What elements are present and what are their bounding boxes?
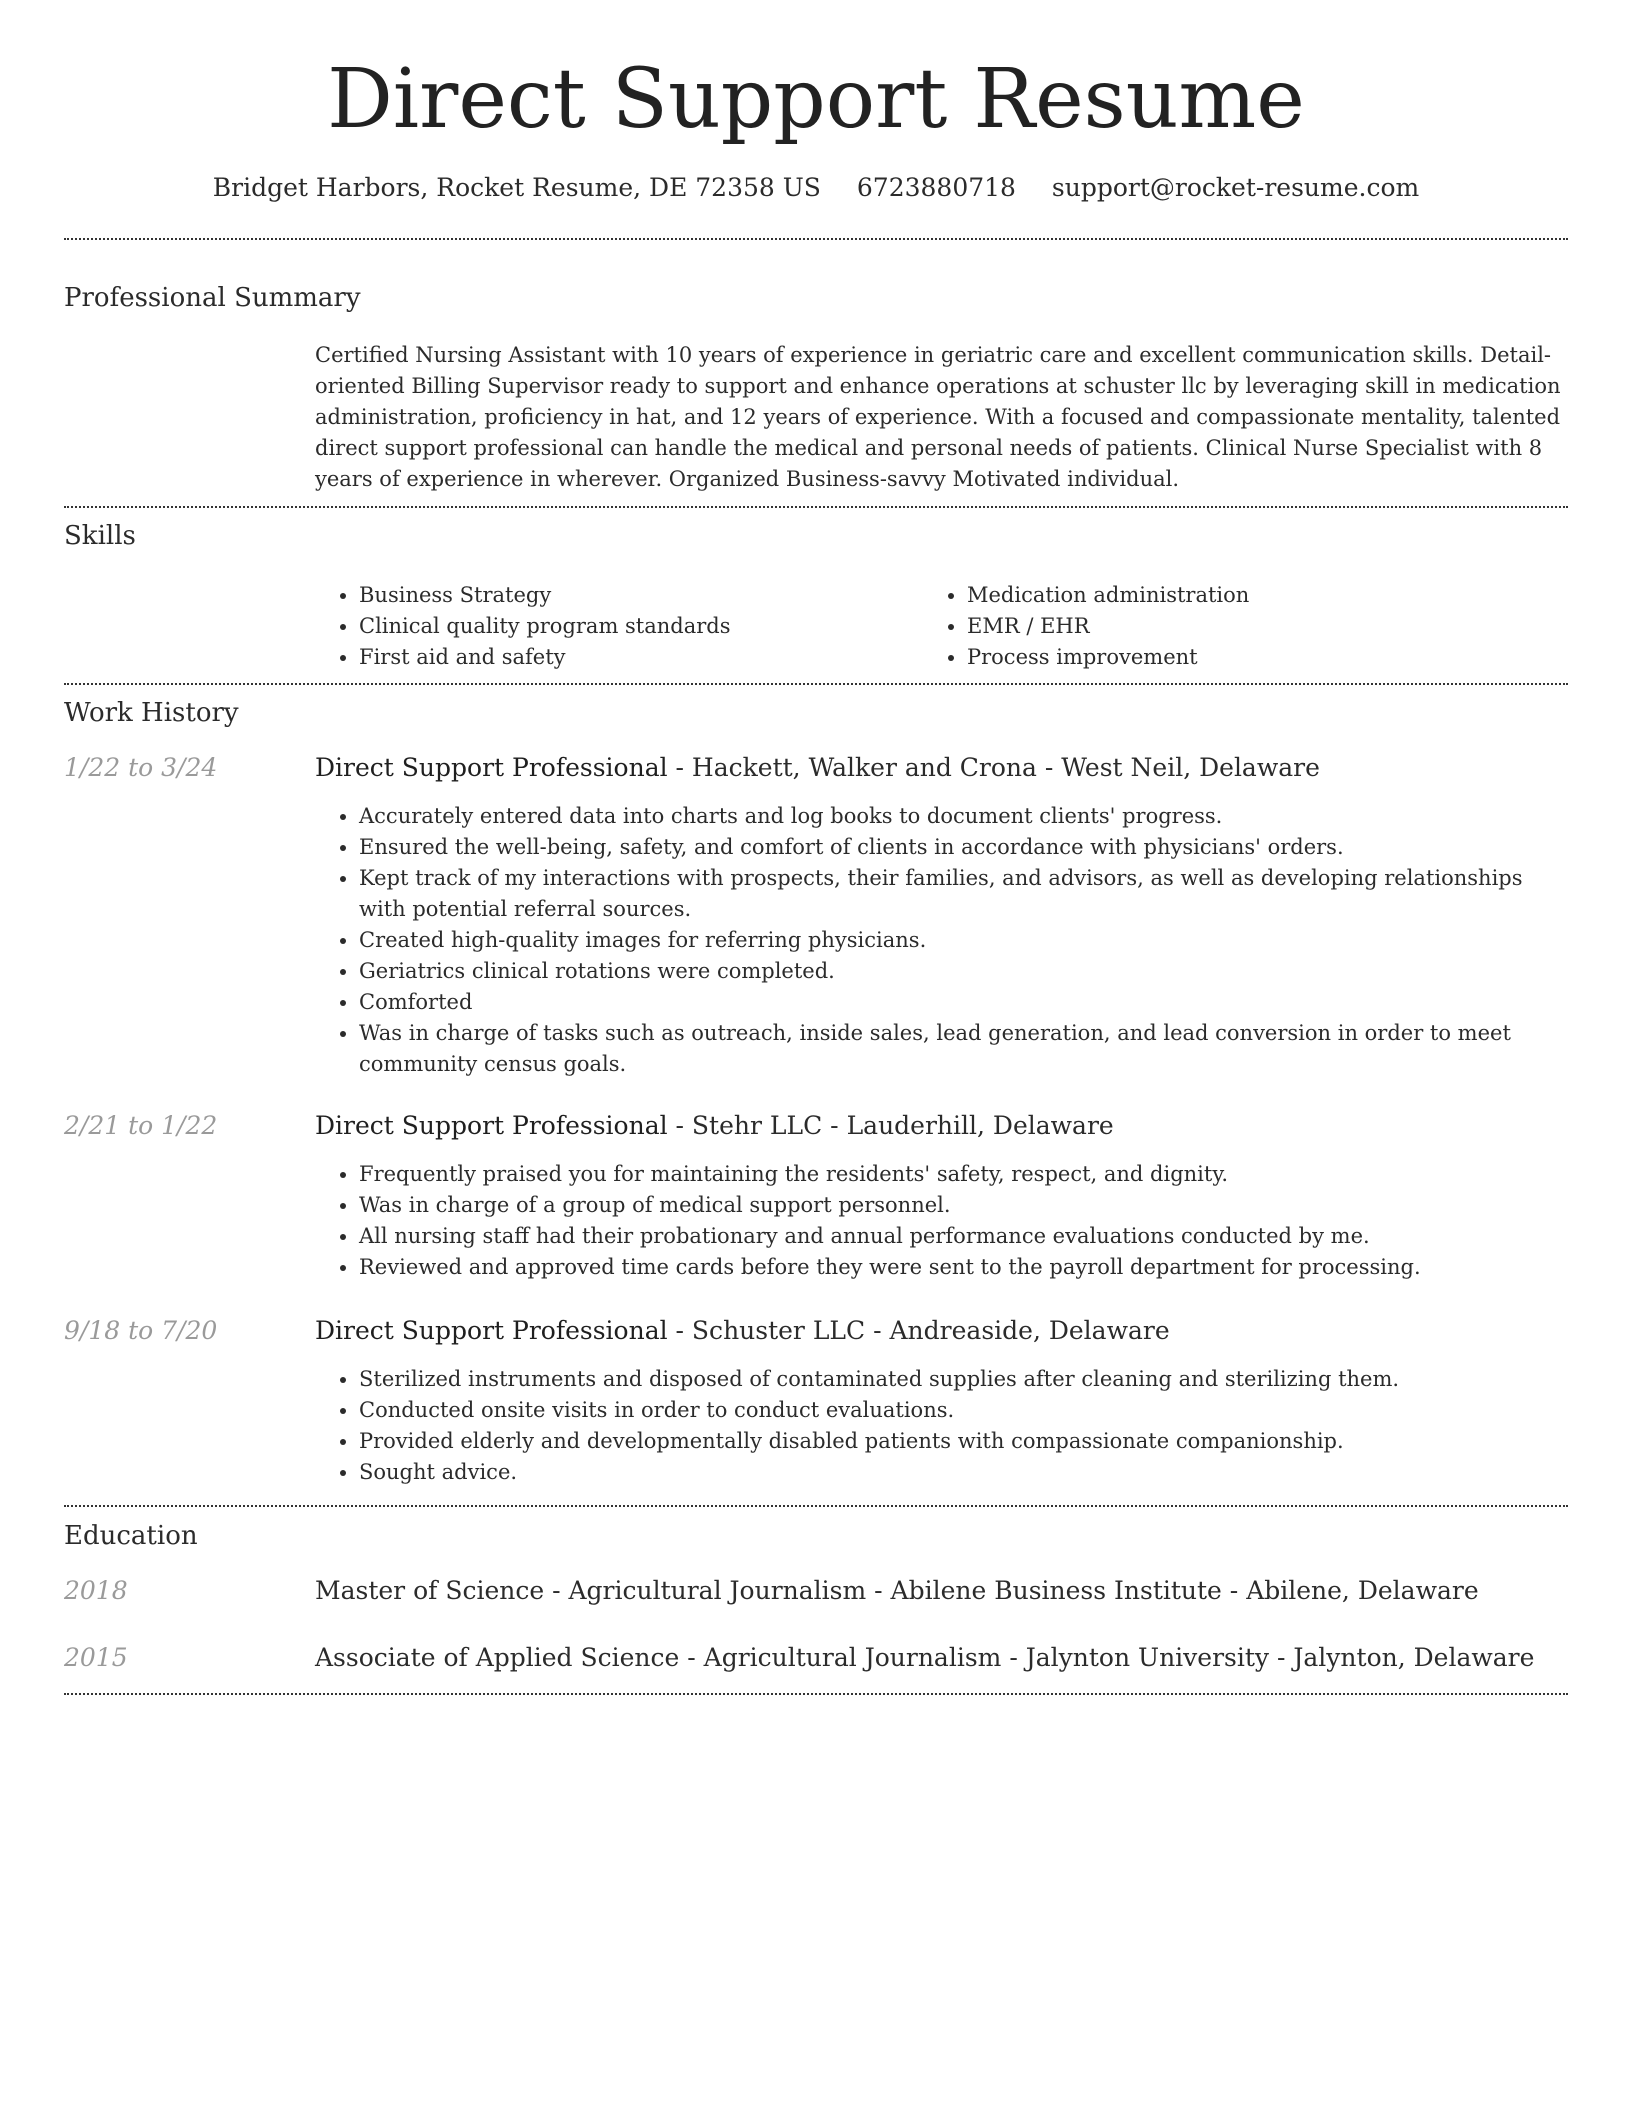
contact-line (0, 170, 1632, 206)
education-degree: Master of Science - Agricultural Journalism (315, 1576, 867, 1605)
job-bullet: • Frequently praised you for maintaining the residents' safety, respect, and dignity. (359, 1159, 1568, 1190)
skill-item: • First aid and safety (359, 642, 731, 673)
job-bullet: • Sought advice. (359, 1457, 1568, 1488)
section-title-work-history: Work History (64, 698, 239, 728)
job-details: - Stehr LLC - Lauderhill, Delaware (667, 1111, 1114, 1140)
education-heading (315, 1641, 1534, 1675)
divider (64, 1505, 1568, 1507)
education-year: 2015 (64, 1643, 128, 1672)
divider (64, 1693, 1568, 1695)
job-bullet: • Provided elderly and developmentally disabled patients with compassionate companionship. (359, 1426, 1568, 1457)
job-bullet: • Accurately entered data into charts and log books to document clients' progress. (359, 801, 1568, 832)
skill-item: • Clinical quality program standards (359, 611, 731, 642)
job-bullet: • Conducted onsite visits in order to conduct evaluations. (359, 1395, 1568, 1426)
section-title-skills: Skills (64, 521, 136, 551)
section-title-education: Education (64, 1521, 198, 1551)
resume-title: Direct Support Resume (327, 52, 1305, 147)
education-heading (315, 1574, 1479, 1608)
job-bullet: • Was in charge of tasks such as outreach, inside sales, lead generation, and lead conversion in order to meet community census goals. (359, 1018, 1568, 1080)
job-bullet: • Created high-quality images for referring physicians. (359, 925, 1568, 956)
job-bullets (315, 1364, 1568, 1488)
skill-item: • Medication administration (967, 580, 1249, 611)
contact-address: Bridget Harbors, Rocket Resume, DE 72358 US (212, 173, 821, 202)
education-details: - Jalynton University - Jalynton, Delaware (1001, 1643, 1535, 1672)
job-dates: 9/18 to 7/20 (64, 1316, 218, 1345)
job-role: Direct Support Professional (315, 753, 668, 782)
education-degree: Associate of Applied Science - Agricultural Journalism (315, 1643, 1002, 1672)
divider (64, 683, 1568, 685)
job-bullet: • Was in charge of a group of medical support personnel. (359, 1190, 1568, 1221)
job-role: Direct Support Professional (315, 1316, 668, 1345)
contact-phone: 6723880718 (856, 173, 1016, 202)
divider (64, 506, 1568, 508)
job-details: - Schuster LLC - Andreaside, Delaware (667, 1316, 1170, 1345)
divider (64, 238, 1568, 240)
job-bullet: • All nursing staff had their probationary and annual performance evaluations conducted by me. (359, 1221, 1568, 1252)
job-dates: 1/22 to 3/24 (64, 753, 218, 782)
education-details: - Abilene Business Institute - Abilene, Delaware (866, 1576, 1479, 1605)
job-bullet: • Ensured the well-being, safety, and comfort of clients in accordance with physicians' orders. (359, 832, 1568, 863)
skill-item: • Process improvement (967, 642, 1249, 673)
job-bullets (315, 801, 1568, 1080)
skill-item: • Business Strategy (359, 580, 731, 611)
section-title-summary: Professional Summary (64, 283, 361, 313)
contact-email: support@rocket-resume.com (1051, 173, 1420, 202)
summary-text: Certified Nursing Assistant with 10 years of experience in geriatric care and excellent communication skills. Detail-oriented Billing Supervisor ready to support and enhance operations at schuster llc by leveraging skill in medication administration, proficiency in hat, and 12 years of experience. With a focused and compassionate mentality, talented direct support professional can handle the medical and personal needs of patients. Clinical Nurse Specialist with 8 years of experience in wherever. Organized Business-savvy Motivated individual. (315, 343, 1561, 491)
job-bullet: • Kept track of my interactions with prospects, their families, and advisors, as well as developing relationships with potential referral sources. (359, 863, 1568, 925)
job-heading (315, 1314, 1170, 1348)
job-bullet: • Comforted (359, 987, 1568, 1018)
education-year: 2018 (64, 1576, 128, 1605)
job-bullet: • Geriatrics clinical rotations were completed. (359, 956, 1568, 987)
job-bullet: • Sterilized instruments and disposed of contaminated supplies after cleaning and sterilizing them. (359, 1364, 1568, 1395)
job-bullet: • Reviewed and approved time cards before they were sent to the payroll department for processing. (359, 1252, 1568, 1283)
job-role: Direct Support Professional (315, 1111, 668, 1140)
skill-item: • EMR / EHR (967, 611, 1249, 642)
job-heading (315, 1109, 1114, 1143)
job-details: - Hackett, Walker and Crona - West Neil, Delaware (667, 753, 1320, 782)
job-bullets (315, 1159, 1568, 1283)
skills-list-right (923, 580, 1249, 673)
skills-list-left (315, 580, 731, 673)
job-heading (315, 751, 1320, 785)
job-dates: 2/21 to 1/22 (64, 1111, 218, 1140)
